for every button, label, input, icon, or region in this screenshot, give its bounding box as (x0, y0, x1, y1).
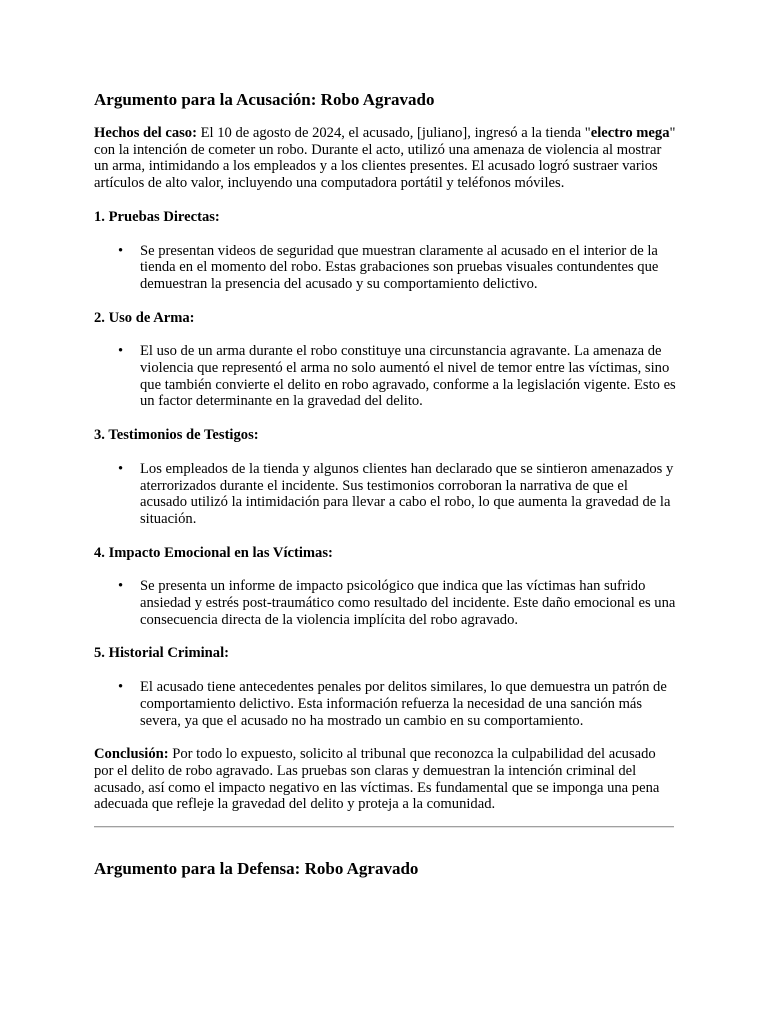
bullet-icon: • (118, 578, 124, 595)
list-item-text: Se presentan videos de seguridad que muestran claramente al acusado en el interior de la tienda en el momento del robo. Estas grabaciones son pruebas visuales contundentes que demuestran la presencia del acusado y su comportamiento delictivo. (140, 242, 659, 292)
case-facts-text-after: " con la intención de cometer un robo. Durante el acto, utilizó una amenaza de violencia al mostrar un arma, intimidando a los empleados y a los clientes presentes. El acusado logró sustraer varios artículos de alto valor, incluyendo una computadora portátil y teléfonos móviles. (94, 125, 676, 192)
bullet-icon: • (118, 242, 124, 259)
document-page (94, 89, 676, 880)
section-divider (94, 826, 674, 828)
list-item (118, 460, 676, 528)
list-item-text: El acusado tiene antecedentes penales por delitos similares, lo que demuestra un patrón de comportamiento delictivo. Esta información refuerza la necesidad de una sanción más severa, ya que el acusado no ha mostrado un cambio en su comportamiento. (140, 679, 667, 729)
conclusion-text: Por todo lo expuesto, solicito al tribunal que reconozca la culpabilidad del acusado por el delito de robo agravado. Las pruebas son claras y demuestran la intención criminal del acusado, así como el impacto negativo en las víctimas. Es fundamental que se imponga una pena adecuada que refleje la gravedad del delito y proteja a la comunidad. (94, 746, 660, 813)
section-title-direct-evidence: 1. Pruebas Directas: (94, 208, 220, 225)
prosecution-title: Argumento para la Acusación: Robo Agravado (94, 90, 435, 109)
list-item-text: Se presenta un informe de impacto psicológico que indica que las víctimas han sufrido ansiedad y estrés post-traumático como resultado del incidente. Este daño emocional es una consecuencia directa de la violencia implícita del robo agravado. (140, 578, 676, 628)
list-item-text: El uso de un arma durante el robo constituye una circunstancia agravante. La amenaza de violencia que representó el arma no solo aumentó el nivel de temor entre las víctimas, sino que también convierte el delito en robo agravado, conforme a la legislación vigente. Esto es un factor determinante en la gravedad del delito. (140, 343, 676, 410)
bullet-list (94, 461, 676, 528)
list-item (118, 343, 676, 410)
case-facts-text-before: El 10 de agosto de 2024, el acusado, [juliano], ingresó a la tienda " (196, 125, 591, 141)
conclusion-paragraph (94, 746, 676, 813)
bullet-icon: • (118, 679, 124, 696)
defense-title: Argumento para la Defensa: Robo Agravado (94, 859, 419, 879)
section-title-weapon-use: 2. Uso de Arma: (94, 309, 195, 326)
bullet-list (94, 679, 676, 729)
section-title-witness-testimony: 3. Testimonios de Testigos: (94, 427, 259, 444)
case-facts-paragraph (94, 125, 676, 192)
case-facts-label: Hechos del caso: (94, 125, 197, 141)
bullet-icon: • (118, 343, 124, 360)
list-item (118, 679, 676, 729)
store-name: electro mega (590, 125, 670, 141)
bullet-list (94, 343, 676, 410)
bullet-list (94, 243, 676, 293)
list-item (118, 578, 676, 628)
list-item (118, 242, 676, 293)
section-title-emotional-impact: 4. Impacto Emocional en las Víctimas: (94, 544, 333, 561)
bullet-icon: • (118, 460, 124, 477)
conclusion-label: Conclusión: (94, 746, 169, 763)
section-title-criminal-history: 5. Historial Criminal: (94, 645, 229, 662)
bullet-list (94, 578, 676, 628)
list-item-text: Los empleados de la tienda y algunos clientes han declarado que se sintieron amenazados y aterrorizados durante el incidente. Sus testimonios corroboran la narrativa de que el acusado utilizó la intimidación para llevar a cabo el robo, lo que aumenta la gravedad de la situación. (140, 460, 674, 527)
